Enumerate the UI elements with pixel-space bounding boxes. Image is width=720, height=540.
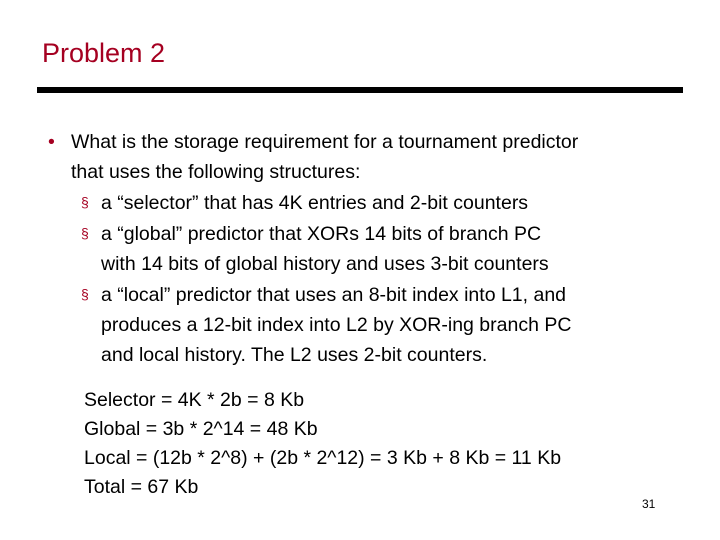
answer-block bbox=[84, 386, 561, 502]
sub-item-text: a “local” predictor that uses an 8-bit index into L1, and bbox=[101, 284, 567, 306]
question-line bbox=[48, 127, 688, 157]
section-bullet-icon: § bbox=[81, 194, 89, 210]
sub-item-text: with 14 bits of global history and uses 3-bit counters bbox=[101, 253, 549, 275]
question-line: that uses the following structures: bbox=[71, 161, 361, 183]
question-text: What is the storage requirement for a tournament predictor bbox=[71, 131, 579, 153]
bullet-icon: • bbox=[48, 131, 55, 153]
sub-item-text: a “selector” that has 4K entries and 2-bit counters bbox=[101, 192, 529, 214]
question-bullet bbox=[48, 127, 688, 370]
answer-selector: Selector = 4K * 2b = 8 Kb bbox=[84, 389, 305, 411]
page-number: 31 bbox=[642, 497, 656, 511]
title-divider bbox=[37, 87, 683, 93]
section-bullet-icon: § bbox=[81, 225, 89, 241]
sub-item-text: and local history. The L2 uses 2-bit counters. bbox=[101, 344, 488, 366]
answer-global: Global = 3b * 2^14 = 48 Kb bbox=[84, 418, 318, 440]
answer-local: Local = (12b * 2^8) + (2b * 2^12) = 3 Kb + 8 Kb = 11 Kb bbox=[84, 447, 562, 469]
sub-item-local bbox=[48, 279, 688, 310]
slide-title: Problem 2 bbox=[42, 38, 166, 68]
section-bullet-icon: § bbox=[81, 286, 89, 302]
sub-item-text: produces a 12-bit index into L2 by XOR-ing branch PC bbox=[101, 314, 572, 336]
answer-total: Total = 67 Kb bbox=[84, 476, 199, 498]
sub-item-text: a “global” predictor that XORs 14 bits of branch PC bbox=[101, 223, 542, 245]
sub-item-global bbox=[48, 218, 688, 249]
sub-item-selector bbox=[48, 187, 688, 218]
